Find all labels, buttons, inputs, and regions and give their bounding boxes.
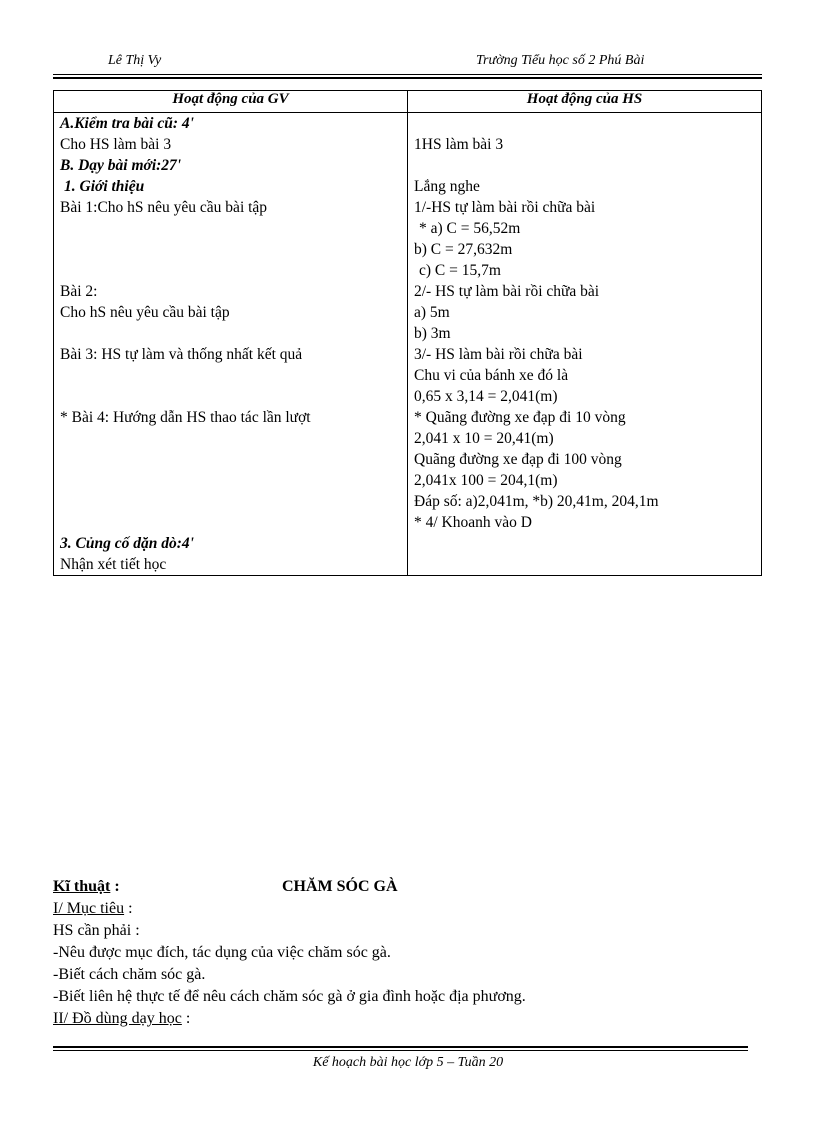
gv-cell [54,113,408,576]
gv-line: Nhận xét tiết học [60,556,167,573]
gv-line [54,512,407,533]
objectives-intro: HS cần phải : [53,922,140,939]
gv-line [54,218,407,239]
goal-item: -Nêu được mục đích, tác dụng của việc chăm sóc gà. [53,944,391,961]
gv-line [54,449,407,470]
hs-line: 3/- HS làm bài rồi chữa bài [414,346,583,363]
hs-line: 1/-HS tự làm bài rồi chữa bài [414,199,596,216]
hs-line [408,554,761,575]
hs-line: c) C = 15,7m [419,262,501,279]
materials-heading: II/ Đồ dùng dạy học [53,1010,182,1027]
hs-line: 0,65 x 3,14 = 2,041(m) [414,388,558,405]
hs-line: 2,041 x 10 = 20,41(m) [414,430,554,447]
gv-line [54,323,407,344]
subject-colon: : [110,878,120,895]
goal-item: -Biết cách chăm sóc gà. [53,966,206,983]
gv-line [54,386,407,407]
hs-line [408,533,761,554]
footer-rule-bottom [53,1050,748,1051]
footer-rule-top [53,1046,748,1048]
subject-label: Kĩ thuật [53,878,111,895]
objectives-heading: I/ Mục tiêu [53,900,125,917]
table-header-row [54,91,762,113]
gv-line: Bài 3: HS tự làm và thống nhất kết quả [60,346,303,363]
hs-line: Chu vi của bánh xe đó là [414,367,569,384]
gv-line: Cho HS làm bài 3 [60,136,172,153]
goal-item: -Biết liên hệ thực tế để nêu cách chăm sóc gà ở gia đình hoặc địa phương. [53,988,526,1005]
materials-colon: : [181,1010,191,1027]
gv-line [54,239,407,260]
header-rule-top [53,74,762,75]
gv-line [54,365,407,386]
lesson-title-row [53,876,753,898]
lesson-section [53,876,753,1030]
hs-line: b) 3m [414,325,451,342]
header-school: Trường Tiểu học số 2 Phú Bài [476,53,645,68]
gv-line: Bài 1:Cho hS nêu yêu cầu bài tập [60,199,268,216]
activity-table [53,90,762,576]
gv-line: A.Kiểm tra bài cũ: 4' [60,115,194,132]
hs-line: * Quãng đường xe đạp đi 10 vòng [414,409,626,426]
hs-line: 2,041x 100 = 204,1(m) [414,472,558,489]
hs-line: Lắng nghe [414,178,480,195]
gv-line: Bài 2: [60,283,98,300]
gv-line: B. Dạy bài mới:27' [60,157,182,174]
gv-line: * Bài 4: Hướng dẫn HS thao tác lần lượt [60,409,311,426]
col-header-gv: Hoạt động của GV [54,91,408,113]
section-materials [53,1008,753,1030]
gv-line: 1. Giới thiệu [64,178,145,195]
hs-line: 1HS làm bài 3 [414,136,504,153]
hs-line [408,155,761,176]
hs-line: * a) C = 56,52m [419,220,521,237]
gv-line [54,428,407,449]
section-objectives [53,898,753,920]
hs-line [408,113,761,134]
hs-line: * 4/ Khoanh vào D [414,514,532,531]
gv-line: 3. Củng cố dặn dò:4' [60,535,194,552]
header-rule-bottom [53,77,762,79]
hs-line: a) 5m [414,304,450,321]
gv-line [54,491,407,512]
gv-line [54,470,407,491]
gv-line [54,260,407,281]
footer-text: Kế hoạch bài học lớp 5 – Tuần 20 [312,1055,504,1070]
hs-line: b) C = 27,632m [414,241,513,258]
gv-line: Cho hS nêu yêu cầu bài tập [60,304,230,321]
hs-cell [408,113,762,576]
table-body-row [54,113,762,576]
col-header-hs: Hoạt động của HS [408,91,762,113]
lesson-title: CHĂM SÓC GÀ [282,878,398,895]
header-author: Lê Thị Vy [108,53,162,68]
hs-line: Đáp số: a)2,041m, *b) 20,41m, 204,1m [414,493,659,510]
hs-line: 2/- HS tự làm bài rồi chữa bài [414,283,600,300]
hs-line: Quãng đường xe đạp đi 100 vòng [414,451,622,468]
objectives-colon: : [124,900,133,917]
